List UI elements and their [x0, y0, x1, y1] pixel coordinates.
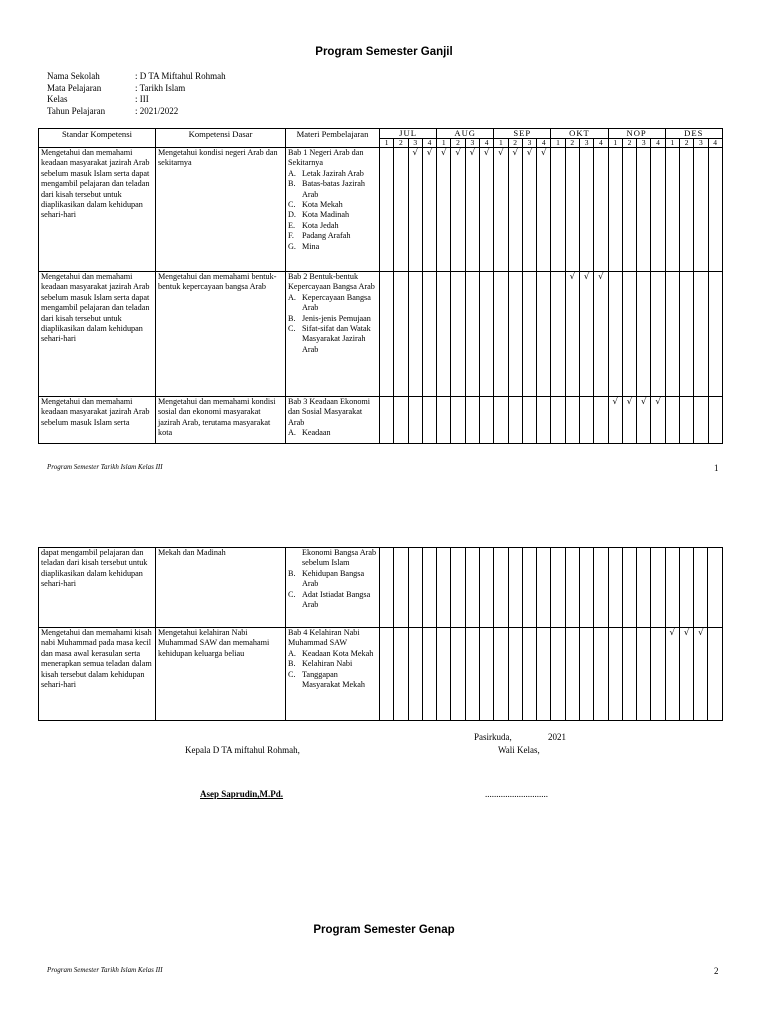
week-cell: [608, 397, 622, 444]
materi-title: Bab 2 Bentuk-bentuk Kepercayaan Bangsa Arab: [288, 272, 375, 292]
month-header: DES: [665, 129, 722, 139]
materi-item-text: Kota Madinah: [302, 210, 350, 220]
week-cell: [537, 272, 551, 397]
week-cell: [422, 397, 436, 444]
materi-item-text: Tanggapan Masyarakat Mekah: [302, 669, 365, 690]
teacher-name-blank: ............................: [485, 789, 548, 799]
materi-item: [288, 210, 377, 220]
week-cell: [465, 148, 479, 272]
week-cell: [479, 148, 493, 272]
week-cell: [565, 272, 579, 397]
week-cell: [479, 548, 493, 628]
materi-item: [288, 669, 377, 691]
week-cell: [594, 272, 608, 397]
week-cell: [694, 148, 708, 272]
check-mark: √: [669, 628, 675, 638]
week-cell: [637, 397, 651, 444]
week-cell: [408, 628, 422, 721]
week-cell: [522, 397, 536, 444]
signature-place: Pasirkuda,: [474, 732, 512, 742]
week-cell: [408, 548, 422, 628]
materi-title: Bab 1 Negeri Arab dan Sekitarnya: [288, 148, 364, 168]
materi-item-marker: G.: [288, 241, 296, 251]
week-cell: [665, 272, 679, 397]
check-mark: √: [426, 148, 433, 158]
materi-cell: [286, 397, 380, 444]
week-cell: [451, 272, 465, 397]
materi-item-marker: A.: [288, 648, 296, 658]
materi-item-text: Kota Mekah: [302, 200, 343, 210]
materi-item-marker: B.: [288, 179, 296, 189]
week-cell: [594, 548, 608, 628]
week-cell: [637, 628, 651, 721]
materi-item: [288, 428, 377, 438]
materi-item-marker: C.: [288, 589, 296, 599]
materi-item-marker: D.: [288, 210, 296, 220]
week-header: 1: [494, 139, 508, 148]
materi-item-text: Batas-batas Jazirah Arab: [302, 179, 365, 199]
week-cell: [508, 397, 522, 444]
week-cell: [437, 548, 451, 628]
week-cell: [380, 148, 394, 272]
week-cell: [679, 548, 693, 628]
month-header: JUL: [380, 129, 437, 139]
week-cell: [451, 548, 465, 628]
teacher-title: Wali Kelas,: [498, 745, 540, 755]
materi-item: [288, 648, 377, 659]
check-mark: √: [583, 272, 590, 282]
check-mark: √: [526, 148, 533, 158]
materi-item: [288, 241, 377, 252]
info-value: : D TA Miftahul Rohmah: [135, 71, 226, 81]
materi-item: [288, 168, 377, 179]
check-mark: √: [469, 148, 476, 158]
week-cell: [394, 397, 408, 444]
week-cell: [694, 628, 708, 721]
check-mark: √: [569, 272, 575, 282]
check-mark: √: [498, 148, 504, 158]
week-cell: [679, 628, 693, 721]
week-cell: [579, 628, 593, 721]
materi-item-marker: B.: [288, 313, 296, 323]
materi-item-text: Jenis-jenis Pemujaan: [302, 313, 371, 323]
week-header: 1: [608, 139, 622, 148]
materi-item-text: Sifat-sifat dan Watak Masyarakat Jazirah Arab: [302, 324, 371, 354]
standar-kompetensi-cell: dapat mengambil pelajaran dan teladan dari kisah tersebut untuk diaplikasikan dalam kehidupan sehari-hari: [39, 548, 156, 628]
week-cell: [608, 548, 622, 628]
materi-list: [288, 649, 377, 691]
header-materi: Materi Pembelajaran: [286, 129, 380, 148]
week-cell: [651, 397, 665, 444]
week-cell: [708, 148, 722, 272]
week-cell: [537, 628, 551, 721]
week-cell: [551, 397, 565, 444]
week-cell: [451, 148, 465, 272]
week-cell: [465, 628, 479, 721]
week-header: 2: [394, 139, 408, 148]
week-cell: [494, 628, 508, 721]
table-row: [39, 628, 723, 721]
week-cell: [551, 548, 565, 628]
page-title-genap: Program Semester Genap: [313, 924, 455, 936]
materi-item-text: Padang Arafah: [302, 231, 351, 241]
week-cell: [422, 548, 436, 628]
materi-item: [288, 179, 377, 200]
week-header: 3: [579, 139, 593, 148]
week-header: 3: [465, 139, 479, 148]
week-cell: [437, 397, 451, 444]
week-cell: [465, 397, 479, 444]
materi-item: [288, 292, 377, 314]
week-cell: [537, 548, 551, 628]
materi-item-text: Adat Istiadat Bangsa Arab: [302, 589, 371, 610]
materi-item-text: Keadaan: [302, 428, 331, 438]
week-cell: [494, 272, 508, 397]
week-cell: [579, 548, 593, 628]
week-cell: [394, 272, 408, 397]
week-header: 4: [422, 139, 436, 148]
materi-cell: [286, 548, 380, 628]
week-header: 3: [408, 139, 422, 148]
materi-item: [288, 200, 377, 210]
month-header: OKT: [551, 129, 608, 139]
footer-text: Program Semester Tarikh Islam Kelas III: [47, 966, 163, 974]
school-info: [47, 71, 226, 117]
week-cell: [394, 628, 408, 721]
page-number: 1: [714, 463, 719, 473]
week-cell: [408, 397, 422, 444]
week-cell: [508, 628, 522, 721]
materi-item-marker: A.: [288, 292, 296, 302]
materi-item: [288, 659, 377, 669]
week-cell: [537, 148, 551, 272]
week-header: 2: [508, 139, 522, 148]
week-cell: [579, 148, 593, 272]
page-title-ganjil: Program Semester Ganjil: [315, 46, 453, 58]
materi-cell: [286, 272, 380, 397]
week-cell: [708, 548, 722, 628]
materi-list: [288, 293, 377, 355]
week-cell: [637, 148, 651, 272]
week-cell: [508, 148, 522, 272]
week-header: 2: [565, 139, 579, 148]
week-cell: [437, 272, 451, 397]
check-mark: √: [441, 148, 447, 158]
check-mark: √: [683, 628, 690, 638]
week-cell: [622, 148, 636, 272]
materi-item-marker: C.: [288, 200, 296, 210]
week-header: 4: [594, 139, 608, 148]
week-header: 2: [679, 139, 693, 148]
week-cell: [579, 272, 593, 397]
check-mark: √: [598, 272, 604, 282]
materi-list: [288, 428, 377, 438]
check-mark: √: [483, 148, 490, 158]
materi-item-text: Mina: [302, 241, 320, 251]
materi-item-text: Kelahiran Nabi: [302, 659, 353, 669]
week-cell: [551, 148, 565, 272]
materi-item-text: Keadaan Kota Mekah: [302, 648, 374, 658]
week-cell: [380, 628, 394, 721]
materi-item: [288, 568, 377, 590]
table-row: [39, 148, 723, 272]
week-cell: [594, 397, 608, 444]
headmaster-name: Asep Saprudin,M.Pd.: [200, 789, 284, 799]
materi-item-marker: A.: [288, 168, 296, 178]
materi-item-marker: E.: [288, 220, 296, 230]
week-cell: [679, 397, 693, 444]
week-cell: [451, 397, 465, 444]
kompetensi-dasar-cell: Mengetahui dan memahami kondisi sosial dan ekonomi masyarakat jazirah Arab, terutama masyarakat kota: [156, 397, 286, 444]
week-cell: [651, 272, 665, 397]
materi-item-marker: B.: [288, 659, 296, 669]
week-cell: [708, 272, 722, 397]
week-cell: [665, 397, 679, 444]
week-cell: [522, 272, 536, 397]
week-cell: [494, 148, 508, 272]
week-cell: [565, 148, 579, 272]
materi-item: [288, 220, 377, 231]
header-standar-kompetensi: Standar Kompetensi: [39, 129, 156, 148]
info-label: Mata Pelajaran: [47, 82, 102, 93]
week-cell: [380, 397, 394, 444]
week-header: 4: [537, 139, 551, 148]
month-header: AUG: [437, 129, 494, 139]
kompetensi-dasar-cell: Mengetahui kondisi negeri Arab dan sekitarnya: [156, 148, 286, 272]
week-cell: [522, 548, 536, 628]
week-cell: [694, 272, 708, 397]
materi-item-text: Kepercayaan Bangsa Arab: [302, 292, 371, 313]
week-cell: [565, 397, 579, 444]
week-cell: [451, 628, 465, 721]
week-cell: [651, 628, 665, 721]
standar-kompetensi-cell: Mengetahui dan memahami keadaan masyarakat jazirah Arab sebelum masuk Islam serta dapat mengambil pelajaran dan teladan dari kisah tersebut untuk diaplikasikan dalam kehidupan sehari-hari: [39, 148, 156, 272]
week-cell: [622, 272, 636, 397]
materi-item-marker: A.: [288, 428, 296, 438]
week-cell: [594, 628, 608, 721]
signature-year: 2021: [548, 732, 566, 742]
week-cell: [551, 628, 565, 721]
week-header: 1: [380, 139, 394, 148]
week-cell: [479, 397, 493, 444]
week-cell: [708, 397, 722, 444]
check-mark: √: [512, 148, 518, 158]
check-mark: √: [612, 397, 618, 407]
week-header: 4: [479, 139, 493, 148]
materi-item-text: Letak Jazirah Arab: [302, 168, 364, 178]
kompetensi-dasar-cell: Mengetahui kelahiran Nabi Muhammad SAW dan memahami kehidupan keluarga beliau: [156, 628, 286, 721]
week-cell: [380, 272, 394, 397]
week-cell: [708, 628, 722, 721]
week-cell: [665, 148, 679, 272]
materi-item-text: Kota Jedah: [302, 220, 339, 230]
week-cell: [679, 148, 693, 272]
week-cell: [679, 272, 693, 397]
week-cell: [479, 272, 493, 397]
week-cell: [694, 548, 708, 628]
week-cell: [522, 148, 536, 272]
week-cell: [479, 628, 493, 721]
week-cell: [651, 548, 665, 628]
week-cell: [394, 148, 408, 272]
week-header: 2: [622, 139, 636, 148]
materi-item: [288, 589, 377, 611]
week-cell: [608, 148, 622, 272]
week-header: 4: [651, 139, 665, 148]
headmaster-title: Kepala D TA miftahul Rohmah,: [185, 745, 300, 755]
info-value: : Tarikh Islam: [135, 82, 186, 93]
materi-item: [288, 231, 377, 241]
week-header: 2: [451, 139, 465, 148]
page-number: 2: [714, 966, 719, 976]
week-cell: [537, 397, 551, 444]
materi-list: [288, 548, 377, 610]
materi-list: [288, 169, 377, 252]
week-header: 1: [437, 139, 451, 148]
week-cell: [494, 548, 508, 628]
week-cell: [494, 397, 508, 444]
week-cell: [565, 548, 579, 628]
week-header: 4: [708, 139, 722, 148]
program-table-page1: [38, 128, 723, 444]
week-cell: [437, 148, 451, 272]
materi-title: Bab 4 Kelahiran Nabi Muhammad SAW: [288, 628, 360, 648]
materi-item: [288, 324, 377, 355]
month-header: NOP: [608, 129, 665, 139]
materi-item-text: Ekonomi Bangsa Arab sebelum Islam: [302, 548, 377, 568]
footer-text: Program Semester Tarikh Islam Kelas III: [47, 463, 163, 471]
week-cell: [594, 148, 608, 272]
week-header: 3: [637, 139, 651, 148]
week-header: 3: [694, 139, 708, 148]
week-cell: [437, 628, 451, 721]
program-table-page2: [38, 547, 723, 721]
week-cell: [608, 272, 622, 397]
standar-kompetensi-cell: Mengetahui dan memahami kisah nabi Muhammad pada masa kecil dan masa awal kerasulan serta menerapkan semua teladan dalam kisah tersebut dalam kehidupan sehari-hari: [39, 628, 156, 721]
week-cell: [465, 272, 479, 397]
week-cell: [579, 397, 593, 444]
week-cell: [622, 628, 636, 721]
materi-item: [302, 548, 377, 569]
materi-title: Bab 3 Keadaan Ekonomi dan Sosial Masyarakat Arab: [288, 397, 371, 427]
standar-kompetensi-cell: Mengetahui dan memahami keadaan masyarakat jazirah Arab sebelum masuk Islam serta: [39, 397, 156, 444]
materi-item-marker: B.: [288, 568, 296, 578]
week-header: 3: [522, 139, 536, 148]
table-row: [39, 548, 723, 628]
info-label: Nama Sekolah: [47, 71, 100, 81]
check-mark: √: [626, 397, 633, 407]
week-cell: [408, 148, 422, 272]
materi-cell: [286, 148, 380, 272]
week-cell: [508, 272, 522, 397]
week-cell: [422, 272, 436, 397]
week-cell: [637, 548, 651, 628]
week-cell: [622, 548, 636, 628]
materi-item-marker: F.: [288, 231, 294, 241]
info-value: : III: [135, 94, 149, 104]
table-row: [39, 272, 723, 397]
week-cell: [622, 397, 636, 444]
week-cell: [551, 272, 565, 397]
info-label: Tahun Pelajaran: [47, 105, 106, 116]
check-mark: √: [641, 397, 647, 407]
kompetensi-dasar-cell: Mekah dan Madinah: [156, 548, 286, 628]
check-mark: √: [698, 628, 704, 638]
materi-item: [288, 313, 377, 324]
header-kompetensi-dasar: Kompetensi Dasar: [156, 129, 286, 148]
week-cell: [565, 628, 579, 721]
info-label: Kelas: [47, 94, 68, 104]
week-header: 1: [551, 139, 565, 148]
check-mark: √: [455, 148, 461, 158]
week-cell: [694, 397, 708, 444]
materi-item-marker: C.: [288, 669, 296, 679]
week-cell: [665, 548, 679, 628]
week-cell: [665, 628, 679, 721]
materi-item-marker: C.: [288, 324, 296, 334]
check-mark: √: [412, 148, 418, 158]
kompetensi-dasar-cell: Mengetahui dan memahami bentuk-bentuk kepercayaan bangsa Arab: [156, 272, 286, 397]
week-cell: [465, 548, 479, 628]
week-cell: [380, 548, 394, 628]
week-cell: [651, 148, 665, 272]
week-cell: [422, 148, 436, 272]
week-cell: [637, 272, 651, 397]
week-cell: [508, 548, 522, 628]
week-cell: [408, 272, 422, 397]
week-cell: [394, 548, 408, 628]
week-header: 1: [665, 139, 679, 148]
info-value: : 2021/2022: [135, 105, 179, 116]
standar-kompetensi-cell: Mengetahui dan memahami keadaan masyarakat jazirah Arab sebelum masuk Islam serta dapat mengambil pelajaran dan teladan dari kisah tersebut untuk diaplikasikan dalam kehidupan sehari-hari: [39, 272, 156, 397]
check-mark: √: [541, 148, 547, 158]
table-row: [39, 397, 723, 444]
materi-item-text: Kehidupan Bangsa Arab: [302, 568, 365, 589]
materi-cell: [286, 628, 380, 721]
week-cell: [608, 628, 622, 721]
check-mark: √: [655, 397, 661, 407]
week-cell: [522, 628, 536, 721]
week-cell: [422, 628, 436, 721]
month-header: SEP: [494, 129, 551, 139]
